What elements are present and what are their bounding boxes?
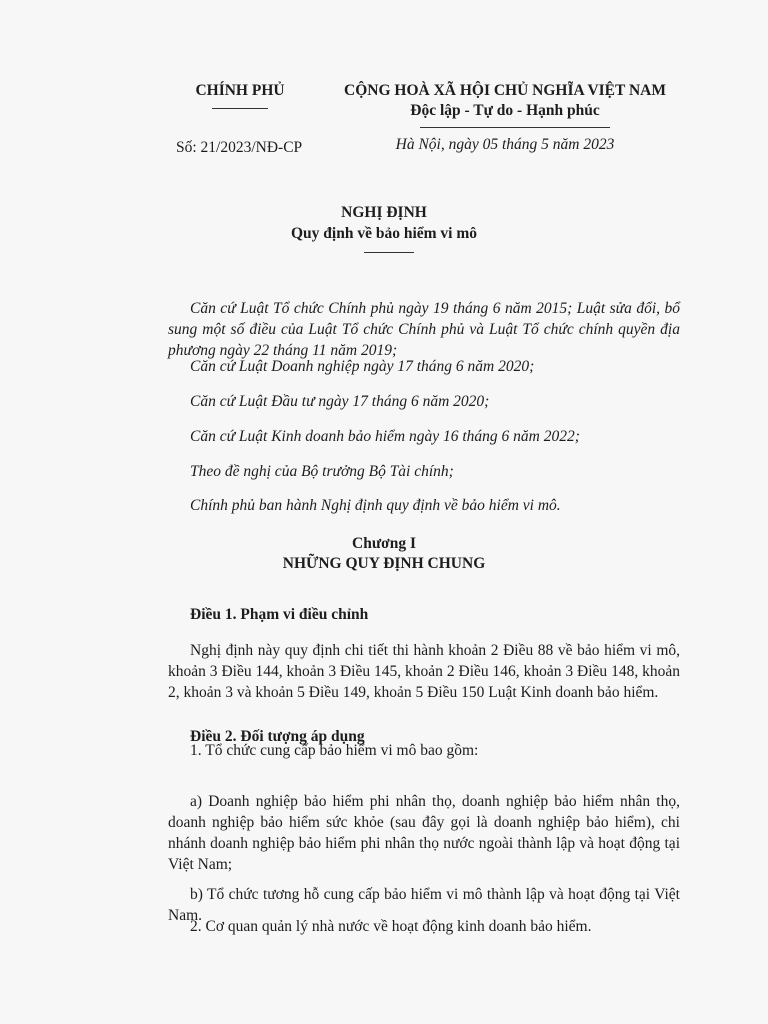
preamble-proposal: Theo đề nghị của Bộ trưởng Bộ Tài chính; [190,463,454,480]
document-number: Số: 21/2023/NĐ-CP [176,139,303,156]
article-2-item-1b: b) Tổ chức tương hỗ cung cấp bảo hiểm vi mô thành lập và hoạt động tại Việt Nam. [168,885,680,924]
article-2-item-1: 1. Tổ chức cung cấp bảo hiểm vi mô bao gồm: [190,742,479,759]
national-motto: Độc lập - Tự do - Hạnh phúc [410,102,600,119]
place-date: Hà Nội, ngày 05 tháng 5 năm 2023 [395,136,615,153]
preamble-law-investment: Căn cứ Luật Đầu tư ngày 17 tháng 6 năm 2020; [190,393,490,410]
preamble-law-government: Căn cứ Luật Tổ chức Chính phủ ngày 19 tháng 6 năm 2015; Luật sửa đổi, bổ sung một số điều của Luật Tổ chức Chính phủ và Luật Tổ chức chính quyền địa phương ngày 22 tháng 11 năm 2019; [168,299,680,359]
article-1-heading: Điều 1. Phạm vi điều chỉnh [190,605,369,623]
article-2-heading: Điều 2. Đối tượng áp dụng [190,727,365,745]
article-2-item-1a: a) Doanh nghiệp bảo hiểm phi nhân thọ, doanh nghiệp bảo hiểm nhân thọ, doanh nghiệp bảo hiểm sức khỏe (sau đây gọi là doanh nghiệp bảo hiểm), chi nhánh doanh nghiệp bảo hiểm phi nhân thọ nước ngoài thành lập và hoạt động tại Việt Nam; [168,792,680,873]
title-underline [364,252,414,253]
issuing-body-underline [212,108,268,109]
article-2-item-2: 2. Cơ quan quản lý nhà nước về hoạt động kinh doanh bảo hiểm. [190,918,592,935]
preamble-promulgation: Chính phủ ban hành Nghị định quy định về bảo hiểm vi mô. [190,497,561,514]
national-title: CỘNG HOÀ XÃ HỘI CHỦ NGHĨA VIỆT NAM [344,82,666,99]
issuing-body: CHÍNH PHỦ [195,82,285,99]
preamble-law-insurance: Căn cứ Luật Kinh doanh bảo hiểm ngày 16 tháng 6 năm 2022; [190,428,580,445]
chapter-title: NHỮNG QUY ĐỊNH CHUNG [282,555,486,572]
preamble-law-enterprise: Căn cứ Luật Doanh nghiệp ngày 17 tháng 6 năm 2020; [190,358,535,375]
document-subject: Quy định về bảo hiểm vi mô [290,225,478,242]
chapter-number: Chương I [352,535,416,552]
document-type: NGHỊ ĐỊNH [341,204,427,221]
motto-underline [420,127,610,128]
article-1-text: Nghị định này quy định chi tiết thi hành khoản 2 Điều 88 về bảo hiểm vi mô, khoản 3 Điều 144, khoản 3 Điều 145, khoản 2 Điều 146, khoản 3 Điều 148, khoản 2, khoản 3 và khoản 5 Điều 149, khoản 5 Điều 150 Luật Kinh doanh bảo hiểm. [168,641,680,701]
